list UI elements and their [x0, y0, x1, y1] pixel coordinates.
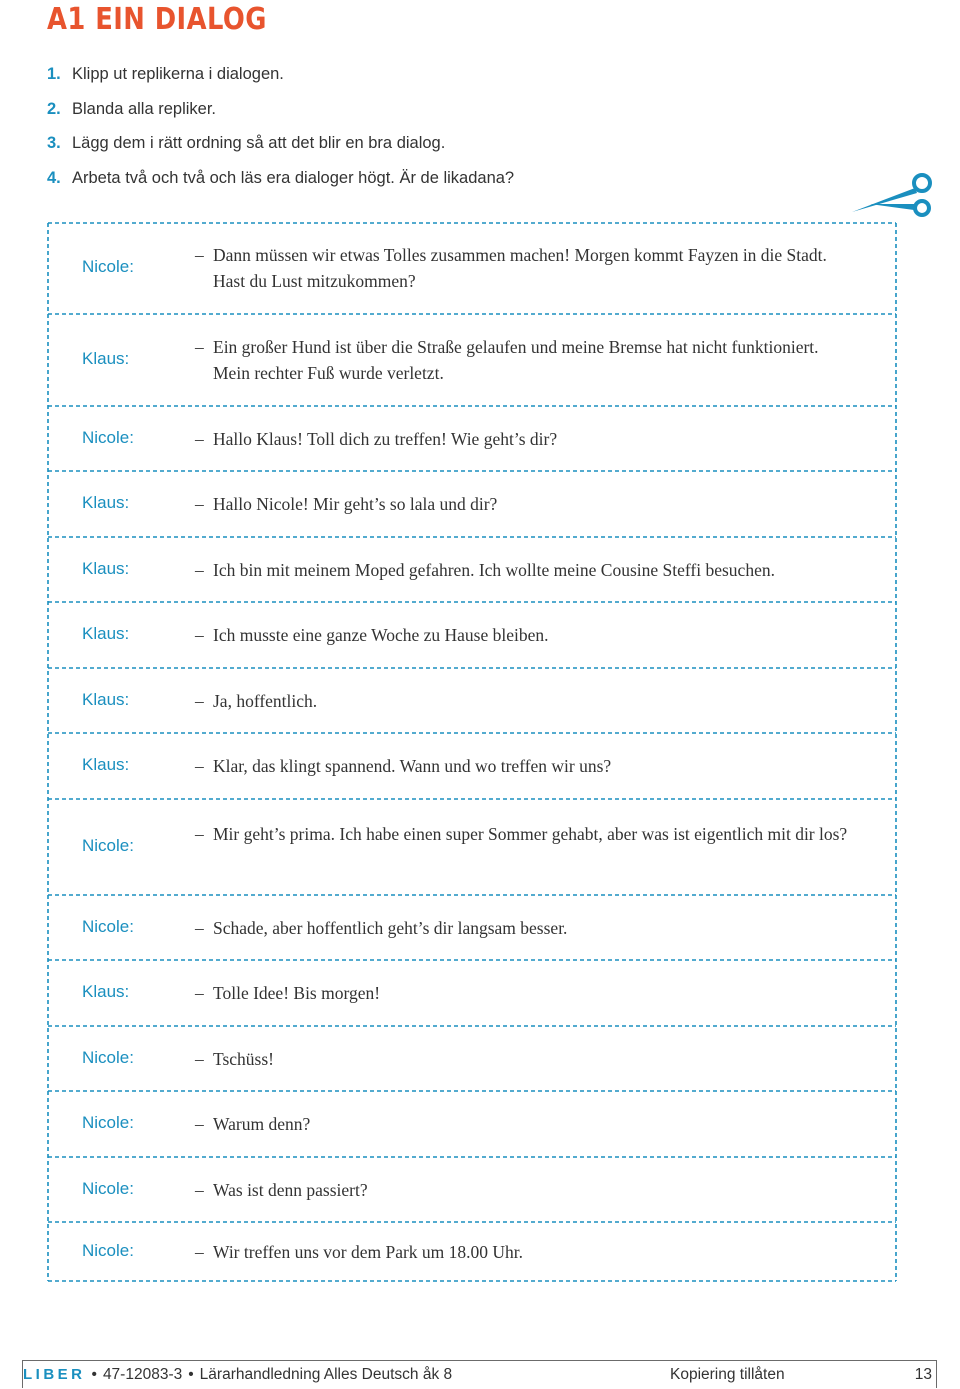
dialog-line — [195, 622, 885, 648]
speaker-label: Nicole: — [82, 836, 134, 855]
dialog-line — [195, 1111, 885, 1137]
publisher-logo: LIBER — [23, 1366, 86, 1383]
dialog-card — [47, 1157, 897, 1222]
dialog-card — [47, 537, 897, 602]
dialog-card — [47, 1026, 897, 1091]
dialog-text: Schade, aber hoffentlich geht’s dir langsam besser. — [213, 917, 568, 938]
instruction-number: 2. — [47, 99, 61, 118]
instruction-item — [47, 167, 514, 202]
dialog-card — [47, 406, 897, 471]
dialog-line — [195, 1239, 885, 1265]
speaker-label: Nicole: — [82, 1178, 134, 1198]
footer-meta — [23, 1366, 452, 1384]
dialog-line — [195, 557, 885, 583]
dialog-card — [47, 222, 897, 314]
instruction-number: 3. — [47, 134, 61, 152]
instruction-text: Blanda alla repliker. — [72, 99, 217, 118]
dialog-text: Warum denn? — [213, 1114, 311, 1134]
instruction-item — [47, 98, 514, 133]
dialog-dash: – — [195, 824, 204, 844]
dialog-dash: – — [195, 494, 204, 514]
dialog-card — [47, 799, 897, 895]
speaker-label: Nicole: — [82, 1047, 134, 1067]
speaker-label: Klaus: — [82, 689, 130, 709]
dialog-cut-area — [47, 222, 897, 1282]
dialog-text: Hallo Nicole! Mir geht’s so lala und dir? — [213, 494, 498, 514]
instruction-list — [47, 63, 514, 201]
instruction-text: Klipp ut replikerna i dialogen. — [72, 65, 284, 83]
speaker-label: Klaus: — [82, 624, 130, 643]
speaker-label: Nicole: — [82, 257, 134, 276]
dialog-dash: – — [195, 1048, 204, 1069]
dialog-card — [47, 602, 897, 668]
dialog-dash: – — [195, 1114, 204, 1134]
dialog-text: Dann müssen wir etwas Tolles zusammen machen! Morgen kommt Fayzen in die Stadt. Hast du Lust mitzukommen? — [213, 245, 827, 291]
speaker-label: Klaus: — [82, 349, 130, 368]
dialog-text: Was ist denn passiert? — [213, 1179, 368, 1200]
scissors-icon — [848, 166, 938, 222]
page-number: 13 — [914, 1366, 932, 1383]
dialog-dash: – — [195, 983, 204, 1003]
dialog-dash: – — [195, 337, 204, 357]
instruction-item — [47, 132, 514, 167]
dialog-dash: – — [195, 690, 204, 711]
dialog-dash: – — [195, 1179, 204, 1200]
dialog-dash: – — [195, 756, 204, 776]
dialog-dash: – — [195, 245, 204, 265]
speaker-label: Klaus: — [82, 558, 130, 578]
dialog-card — [47, 314, 897, 406]
dialog-line — [195, 426, 885, 452]
page-title: A1 EIN DIALOG — [47, 2, 267, 37]
dialog-line — [195, 1046, 885, 1072]
dialog-line — [195, 753, 885, 779]
instruction-text: Arbeta två och två och läs era dialoger högt. Är de likadana? — [72, 168, 515, 187]
dialog-text: Tolle Idee! Bis morgen! — [213, 983, 381, 1003]
dialog-text: Wir treffen uns vor dem Park um 18.00 Uhr. — [213, 1242, 524, 1262]
dialog-line — [195, 242, 885, 294]
dialog-text: Ich musste eine ganze Woche zu Hause bleiben. — [213, 625, 549, 645]
dialog-card — [47, 471, 897, 537]
footer-bullet: • — [91, 1366, 97, 1383]
dialog-text: Ich bin mit meinem Moped gefahren. Ich wollte meine Cousine Steffi besuchen. — [213, 559, 775, 580]
dialog-text: Klar, das klingt spannend. Wann und wo treffen wir uns? — [213, 756, 612, 776]
dialog-text: Ja, hoffentlich. — [213, 690, 318, 711]
dialog-dash: – — [195, 1242, 204, 1262]
dialog-card — [47, 733, 897, 799]
dialog-card — [47, 960, 897, 1026]
dialog-text: Hallo Klaus! Toll dich zu treffen! Wie geht’s dir? — [213, 428, 558, 449]
dialog-text: Mir geht’s prima. Ich habe einen super Sommer gehabt, aber was ist eigentlich mit dir los? — [213, 824, 848, 844]
instruction-number: 1. — [47, 65, 61, 83]
dialog-card — [47, 895, 897, 960]
dialog-card — [47, 1222, 897, 1282]
dialog-dash: – — [195, 625, 204, 645]
speaker-label: Klaus: — [82, 755, 130, 774]
footer-copy-note: Kopiering tillåten — [670, 1366, 785, 1383]
speaker-label: Nicole: — [82, 427, 134, 447]
dialog-dash: – — [195, 917, 204, 938]
dialog-text: Tschüss! — [213, 1048, 274, 1069]
dialog-text: Ein großer Hund ist über die Straße gelaufen und meine Bremse hat nicht funktioniert. Mein rechter Fuß wurde verletzt. — [213, 337, 819, 383]
dialog-line — [195, 688, 885, 714]
speaker-label: Nicole: — [82, 1241, 134, 1260]
dialog-line — [195, 821, 885, 847]
instruction-number: 4. — [47, 168, 61, 187]
dialog-line — [195, 915, 885, 941]
dialog-dash: – — [195, 559, 204, 580]
instruction-text: Lägg dem i rätt ordning så att det blir en bra dialog. — [72, 134, 446, 152]
speaker-label: Klaus: — [82, 493, 130, 512]
instruction-item — [47, 63, 514, 98]
dialog-line — [195, 980, 885, 1006]
dialog-dash: – — [195, 428, 204, 449]
page-footer — [22, 1360, 937, 1388]
speaker-label: Nicole: — [82, 1113, 134, 1132]
dialog-line — [195, 334, 885, 386]
speaker-label: Klaus: — [82, 982, 130, 1001]
dialog-line — [195, 491, 885, 517]
footer-book-title: Lärarhandledning Alles Deutsch åk 8 — [199, 1366, 453, 1383]
dialog-card — [47, 1091, 897, 1157]
dialog-card — [47, 668, 897, 733]
footer-bullet: • — [188, 1366, 194, 1383]
footer-isbn: 47-12083-3 — [102, 1366, 183, 1383]
dialog-line — [195, 1177, 885, 1203]
speaker-label: Nicole: — [82, 916, 134, 936]
